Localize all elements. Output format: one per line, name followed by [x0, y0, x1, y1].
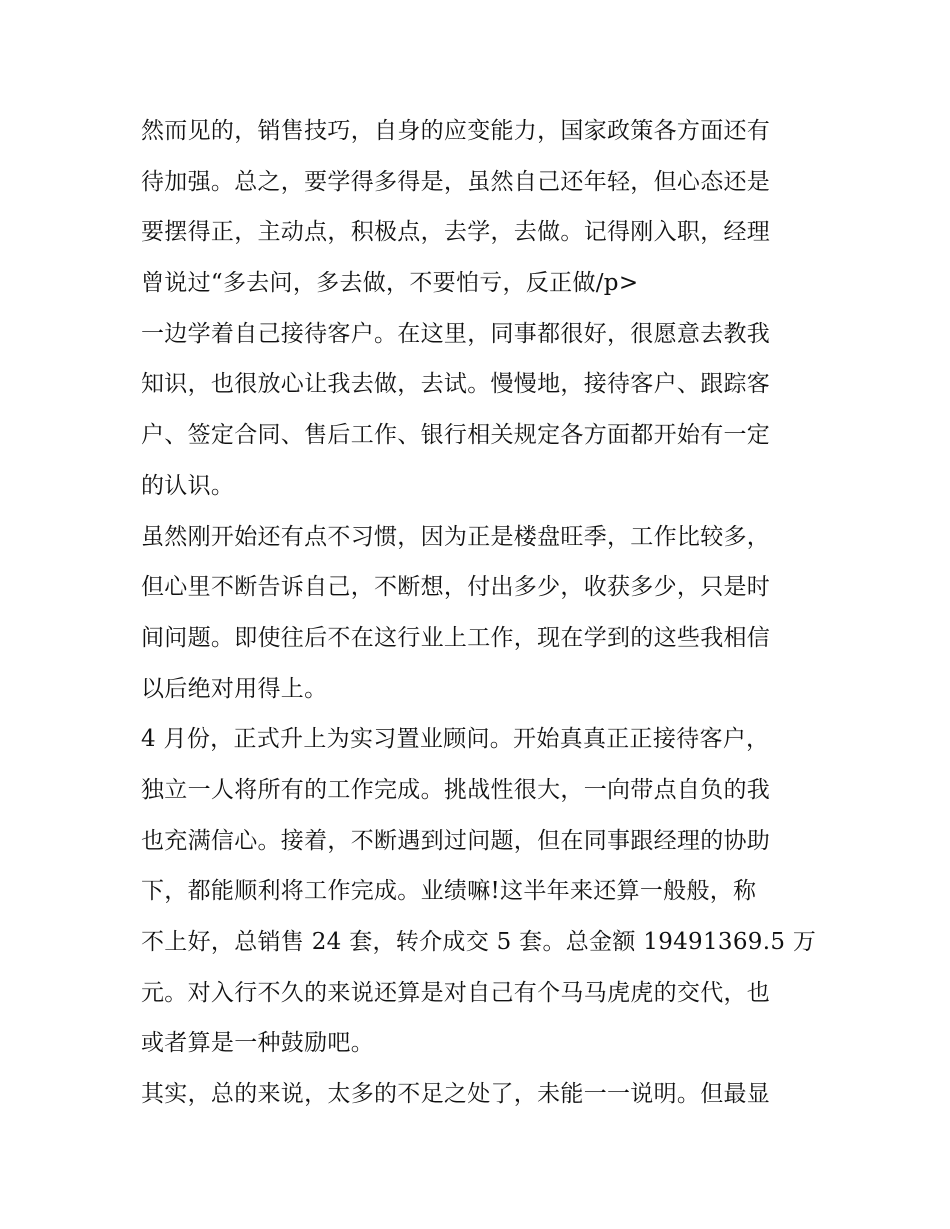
paragraph-5 [141, 1069, 813, 1120]
paragraph-2 [141, 309, 813, 512]
text-line: 独立一人将所有的工作完成。挑战性很大，一向带点自负的我 [141, 776, 771, 803]
text-line: 户、签定合同、售后工作、银行相关规定各方面都开始有一定 [141, 422, 771, 449]
text-line: 或者算是一种鼓励吧。 [141, 1030, 374, 1057]
text-line: 不上好，总销售 24 套，转介成交 5 套。总金额 19491369.5 万 [141, 929, 817, 955]
text-line: 其实，总的来说，太多的不足之处了，未能一一说明。但最显 [141, 1081, 771, 1108]
text-line: 间问题。即使往后不在这行业上工作，现在学到的这些我相信 [141, 624, 771, 651]
text-line: 下，都能顺利将工作完成。业绩嘛!这半年来还算一般般，称 [141, 878, 757, 905]
paragraph-4 [141, 714, 817, 1069]
paragraph-3 [141, 512, 813, 715]
text-line: 也充满信心。接着，不断遇到过问题，但在同事跟经理的协助 [141, 827, 771, 854]
text-line: 曾说过“多去问，多去做，不要怕亏，反正做/p> [141, 270, 639, 297]
text-line: 4 月份，正式升上为实习置业顾问。开始真真正正接待客户， [141, 726, 770, 753]
text-line: 的认识。 [141, 472, 235, 499]
text-line: 以后绝对用得上。 [141, 675, 328, 702]
text-line: 然而见的，销售技巧，自身的应变能力，国家政策各方面还有 [141, 118, 771, 144]
paragraph-1 [141, 106, 813, 309]
text-line: 要摆得正，主动点，积极点，去学，去做。记得刚入职，经理 [141, 219, 771, 246]
text-line: 知识，也很放心让我去做，去试。慢慢地，接待客户、跟踪客 [141, 371, 771, 398]
text-line: 元。对入行不久的来说还算是对自己有个马马虎虎的交代，也 [141, 979, 771, 1006]
text-line: 一边学着自己接待客户。在这里，同事都很好，很愿意去教我 [141, 320, 771, 347]
text-line: 但心里不断告诉自己，不断想，付出多少，收获多少，只是时 [141, 574, 771, 601]
text-line: 虽然刚开始还有点不习惯，因为正是楼盘旺季，工作比较多， [141, 523, 771, 550]
text-line: 待加强。总之，要学得多得是，虽然自己还年轻，但心态还是 [141, 168, 771, 195]
document-body [141, 106, 817, 1120]
